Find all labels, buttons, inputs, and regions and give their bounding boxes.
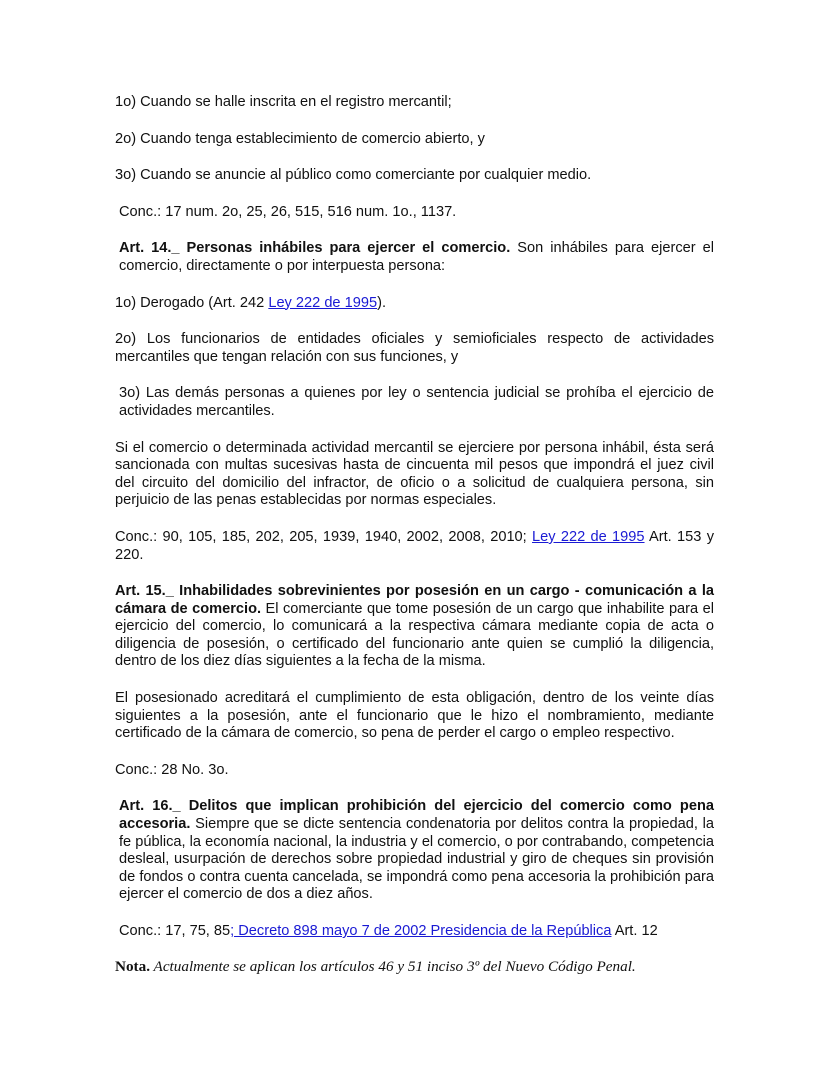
article-14-intro: Son inhábiles para ejercer el comercio, directamente o por interpuesta persona: bbox=[119, 240, 714, 274]
item-3o: 3o) Cuando se anuncie al público como comerciante por cualquier medio. bbox=[115, 167, 592, 184]
article-14 bbox=[115, 240, 714, 275]
article-14-sanction: Si el comercio o determinada actividad mercantil se ejerciere por persona inhábil, ésta será sancionada con multas sucesivas hasta de cincuenta mil pesos que impondrá el juez civil del circuito del domicilio del infractor, de oficio o a solicitud de cualquiera persona, sin perjuicio de las penas establecidas por normas especiales. bbox=[115, 439, 714, 509]
article-14-item-1-text: 1o) Derogado (Art. 242 bbox=[115, 294, 269, 311]
article-14-heading: Art. 14._ Personas inhábiles para ejercer el comercio. bbox=[119, 240, 511, 257]
article-16 bbox=[115, 798, 714, 904]
article-14-item-2: 2o) Los funcionarios de entidades oficiales y semioficiales respecto de actividades mercantiles que tengan relación con sus funciones, y bbox=[115, 331, 714, 365]
concordance-art14-text: Conc.: 90, 105, 185, 202, 205, 1939, 1940, 2002, 2008, 2010; bbox=[115, 528, 533, 545]
article-15-heading: Art. 15._ Inhabilidades sobrevinientes por posesión en un cargo - comunicación a la cámara de comercio. bbox=[115, 583, 714, 617]
concordance-art14-tail: Art. 153 y 220. bbox=[115, 528, 714, 563]
document-page bbox=[115, 94, 714, 994]
article-16-heading: Art. 16._ Delitos que implican prohibición del ejercicio del comercio como pena accesoria. bbox=[119, 798, 714, 833]
concordance-art16-text: Conc.: 17, 75, 85 bbox=[119, 923, 231, 939]
item-2o: 2o) Cuando tenga establecimiento de comercio abierto, y bbox=[115, 130, 485, 147]
note bbox=[115, 958, 714, 976]
article-16-body: Siempre que se dicte sentencia condenatoria por delitos contra la propiedad, la fe pública, la economía nacional, la industria y el comercio, o por contrabando, competencia desleal, usurpación de derechos sobre propiedad industrial y giro de cheques sin provisión de fondos o contra cuenta cancelada, se impondrá como pena accesoria la prohibición para ejercer el comercio de dos a diez años. bbox=[119, 816, 714, 903]
note-label: Nota. bbox=[115, 957, 151, 975]
item-1o: 1o) Cuando se halle inscrita en el registro mercantil; bbox=[115, 94, 452, 110]
concordance-art13: Conc.: 17 num. 2o, 25, 26, 515, 516 num. 1o., 1137. bbox=[119, 203, 457, 220]
concordance-art16-tail: Art. 12 bbox=[611, 923, 658, 939]
article-15-body: El comerciante que tome posesión de un cargo que inhabilite para el ejercicio del comercio, lo comunicará a la respectiva cámara mediante copia de acta o diligencia de posesión, o certificado del funcionario ante quien se cumplió la diligencia, dentro de los diez días siguientes a la fecha de la misma. bbox=[115, 600, 714, 670]
article-15 bbox=[115, 583, 714, 671]
concordance-art14 bbox=[115, 529, 714, 564]
article-14-item-3: 3o) Las demás personas a quienes por ley o sentencia judicial se prohíba el ejercicio de actividades mercantiles. bbox=[119, 385, 714, 419]
ley-222-link[interactable]: Ley 222 de 1995 bbox=[268, 294, 378, 311]
note-text: Actualmente se aplican los artículos 46 y 51 inciso 3º del Nuevo Código Penal. bbox=[150, 957, 636, 975]
decreto-898-link[interactable]: ; Decreto 898 mayo 7 de 2002 Presidencia de la República bbox=[230, 923, 612, 939]
concordance-art16 bbox=[115, 923, 714, 941]
article-14-item-1 bbox=[115, 295, 714, 313]
ley-222-conc-link[interactable]: Ley 222 de 1995 bbox=[532, 528, 645, 545]
article-14-item-1-close: ). bbox=[377, 294, 386, 311]
article-15-second: El posesionado acreditará el cumplimiento de esta obligación, dentro de los veinte días siguientes a la posesión, ante el funcionario que le hizo el nombramiento, mediante certificado de la cámara de comercio, so pena de perder el cargo o empleo respectivo. bbox=[115, 690, 714, 742]
concordance-art15: Conc.: 28 No. 3o. bbox=[115, 761, 229, 778]
